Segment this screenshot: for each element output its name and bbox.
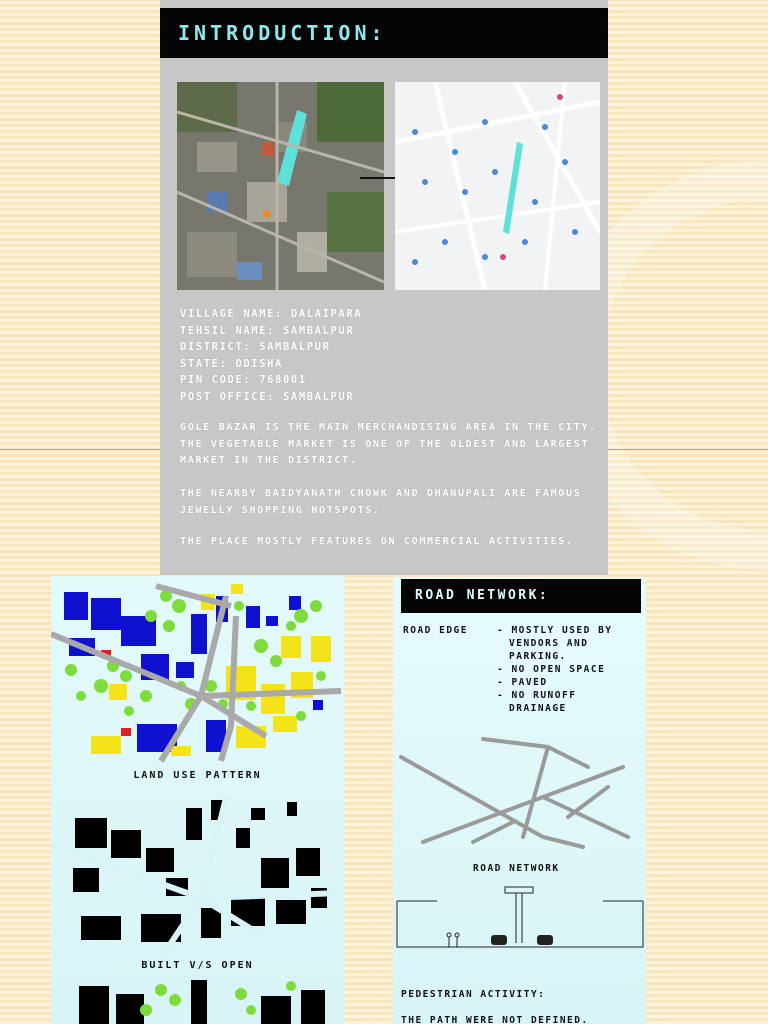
detail-village-name: VILLAGE NAME: DALAIPARA: [180, 308, 363, 320]
intro-paragraph-market: GOLE BAZAR IS THE MAIN MERCHANDISING AREA IN THE CITY. THE VEGETABLE MARKET IS ONE OF THE OLDEST AND LARGEST MARKET IN THE DISTRICT.: [180, 422, 597, 466]
satellite-image: [177, 82, 384, 290]
detail-state: STATE: ODISHA: [180, 357, 283, 370]
introduction-title: INTRODUCTION:: [178, 21, 387, 45]
detail-tehsil-name: TEHSIL NAME: SAMBALPUR: [180, 324, 355, 337]
third-map-partial: [51, 976, 344, 1024]
road-section-diagram: [393, 883, 646, 963]
introduction-panel: [160, 0, 608, 575]
road-edge-point: - NO OPEN SPACE: [497, 664, 606, 675]
built-vs-open-caption: BUILT V/S OPEN: [141, 960, 254, 971]
land-use-caption: LAND USE PATTERN: [133, 770, 262, 781]
detail-district: DISTRICT: SAMBALPUR: [180, 341, 331, 353]
pedestrian-activity-text: THE PATH WERE NOT DEFINED.: [401, 1015, 589, 1024]
road-edge-point: - MOSTLY USED BY: [497, 625, 613, 636]
village-details: [180, 306, 362, 405]
road-network-panel: [393, 577, 646, 1024]
land-use-panel: [51, 576, 344, 1024]
road-network-header: [401, 579, 641, 613]
pedestrian-activity-title: PEDESTRIAN ACTIVITY:: [401, 989, 546, 1000]
introduction-header: [160, 8, 608, 58]
road-edge-points: [497, 624, 613, 715]
built-vs-open-map: [51, 788, 344, 958]
intro-paragraph-jewellery: THE NEARBY BAIDYANATH CHOWK AND DHANUPALI ARE FAMOUS JEWELLY SHOPPING HOTSPOTS.: [180, 488, 582, 516]
road-edge-point: VENDORS AND: [509, 638, 589, 649]
road-edge-point: - NO RUNOFF: [497, 690, 577, 701]
road-network-caption: ROAD NETWORK: [473, 863, 560, 874]
land-use-map: [51, 576, 344, 766]
road-edge-label: ROAD EDGE: [403, 625, 468, 636]
detail-post-office: POST OFFICE: SAMBALPUR: [180, 390, 355, 403]
detail-pin-code: PIN CODE: 768001: [180, 374, 307, 386]
road-network-title: ROAD NETWORK:: [415, 588, 550, 603]
road-edge-point: PARKING.: [509, 651, 567, 662]
street-map-image: [395, 82, 600, 290]
road-edge-point: DRAINAGE: [509, 703, 567, 714]
road-network-diagram: [393, 727, 646, 852]
road-edge-point: - PAVED: [497, 677, 548, 688]
intro-paragraph-commercial: THE PLACE MOSTLY FEATURES ON COMMERCIAL ACTIVITIES.: [180, 536, 574, 547]
